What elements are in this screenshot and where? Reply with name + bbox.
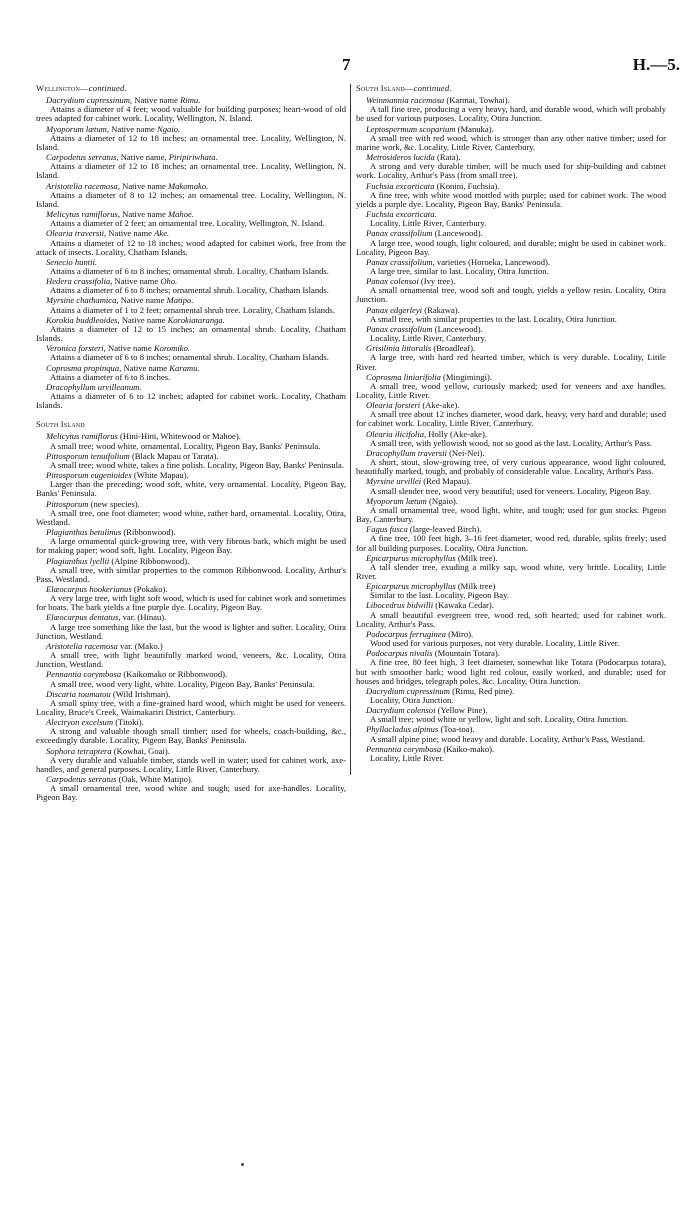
species-common-name: (new species). <box>88 498 140 509</box>
species-entry <box>356 153 666 180</box>
species-latin-name: Panax crassifolium <box>366 323 433 334</box>
species-entry <box>36 500 346 527</box>
species-latin-name: Epicarpurus microphyllus <box>366 552 456 563</box>
species-common-name: Native name <box>106 228 155 239</box>
species-common-name: Native name <box>132 95 181 106</box>
species-description: A small tree, wood very light, white. Locality, Pigeon Bay, Banks' Peninsula. <box>50 678 315 689</box>
species-entry <box>356 601 666 628</box>
species-native-name: Oho. <box>160 276 178 287</box>
species-common-name: (Toa-toa). <box>438 724 475 735</box>
species-common-name: (Lancewood). <box>432 323 483 334</box>
species-latin-name: Aristotelia racemosa <box>46 640 118 651</box>
species-latin-name: Metrosideros lucida <box>366 152 435 163</box>
species-latin-name: Pennantia corymbosa <box>46 669 122 680</box>
species-description: Attains a diameter of 12 to 18 inches; an ornamental tree. Locality, Wellington, N. Island. <box>36 161 346 181</box>
species-entry <box>36 642 346 669</box>
species-entry <box>356 344 666 371</box>
species-entry <box>36 432 346 450</box>
species-entry <box>356 373 666 400</box>
species-description: A small tree; wood white, ornamental. Locality, Pigeon Bay, Banks' Peninsula. <box>50 440 321 451</box>
species-native-name: Koromiko. <box>153 343 191 354</box>
species-entry <box>36 670 346 688</box>
right-column <box>356 84 666 764</box>
section-heading <box>36 84 346 93</box>
species-common-name: var. (Mako.) <box>117 640 163 651</box>
species-entry <box>36 557 346 584</box>
species-common-name: (Black Mapau or Tarata). <box>129 450 219 461</box>
species-entry <box>36 452 346 470</box>
section-heading-text: South Island <box>36 419 85 430</box>
species-entry <box>36 229 346 256</box>
species-description: A large tree, wood tough, light coloured, and durable; might be used in cabinet work. Locality, Pigeon Bay. <box>356 237 666 257</box>
species-description: A fine tree, 100 feet high, 3–16 feet diameter, wood red, durable, splits freely; used for all building purposes. Locality, Otira Junction. <box>356 533 666 553</box>
species-latin-name: Myrsine urvillei <box>366 476 422 487</box>
species-latin-name: Myoporum lætum <box>366 495 427 506</box>
species-common-name: (Mountain Totara). <box>432 648 500 659</box>
species-description: Similar to the last. Locality, Pigeon Bay. <box>370 590 509 601</box>
species-native-name: Piripiriwhata. <box>168 152 218 163</box>
species-description: A large tree something like the last, but the wood is lighter and softer. Locality, Otira Junction, Westland. <box>36 621 346 641</box>
species-description: Attains a diameter of 6 to 8 inches; ornamental shrub. Locality, Chatham Islands. <box>50 265 329 276</box>
species-latin-name: Elæocarpus hookerianus <box>46 583 132 594</box>
species-description: A short, stout, slow-growing tree, of very curious appearance, wood light coloured, beautifully marked, tough, and probably of considerable value. Locality, Arthur's Pass. <box>356 457 666 477</box>
species-common-name: Native name <box>120 180 168 191</box>
species-description: A small alpine pine; wood heavy and durable. Locality, Arthur's Pass, Westland. <box>370 733 645 744</box>
page-mark <box>241 1163 244 1166</box>
species-entry <box>36 775 346 802</box>
species-description: Attains a diameter of 6 to 8 inches. <box>50 371 171 382</box>
species-latin-name: Elæocarpus dentatus, <box>46 612 121 623</box>
species-latin-name: Grisilinia littoralis <box>366 343 432 354</box>
section-heading-suffix: continued. <box>413 83 452 93</box>
species-description: A strong and very durable timber, will be much used for ship-building and cabinet work. Locality, Arthur's Pass (from small tree). <box>356 161 666 181</box>
section-heading-text: Wellington <box>36 83 80 93</box>
species-latin-name: Dacrydium cupressinum, <box>46 95 133 106</box>
species-common-name: (Manuka). <box>455 123 494 134</box>
species-latin-name: Podocarpus ferruginea <box>366 628 446 639</box>
species-common-name: Native name <box>118 295 167 306</box>
species-latin-name: Coprosma liniarifolia <box>366 371 441 382</box>
species-latin-name: Carpodetus serratus <box>46 774 117 785</box>
species-native-name: Makomako. <box>167 180 209 191</box>
species-description: A fine tree, with white wood mottled with purple; used for cabinet work. The wood yields a purple dye. Locality, Pigeon Bay, Banks' Peninsula. <box>356 189 666 209</box>
species-entry <box>36 277 346 295</box>
page-number: 7 <box>342 55 351 74</box>
species-description: A small spiny tree, with a fine-grained hard wood, which might be used for veneers. Locality, Bruce's Creek, Waimakariri District, Canterbury. <box>36 697 346 717</box>
species-entry <box>36 344 346 362</box>
species-description: Wood used for various purposes, not very durable. Locality, Little River. <box>370 638 620 649</box>
species-latin-name: Alectryon excelsum <box>46 717 114 728</box>
species-description: A small slender tree, wood very beautiful; used for veneers. Locality, Pigeon Bay. <box>370 485 651 496</box>
species-entry <box>356 325 666 343</box>
species-common-name: (Mingimingi). <box>440 371 492 382</box>
section-heading-suffix: continued. <box>88 83 127 93</box>
species-description: A small tree; wood white or yellow, light and soft. Locality, Otira Junction. <box>370 714 629 725</box>
species-latin-name: Dracophyllum urvilleanum. <box>46 381 142 392</box>
species-entry <box>356 706 666 724</box>
species-description: A small tree, wood yellow, curiously marked; used for veneers and axe handles. Locality, Little River. <box>356 380 666 400</box>
species-latin-name: Pittosporum eugenioides <box>46 470 132 481</box>
species-latin-name: Panax crassifolium <box>366 228 433 239</box>
species-latin-name: Myoporum lætum, <box>46 123 110 134</box>
species-common-name: (Nei-Nei). <box>446 447 485 458</box>
species-entry <box>36 210 346 228</box>
species-latin-name: Panax edgerleyi <box>366 304 423 315</box>
species-description: Attains a diameter of 12 to 15 inches; an ornamental shrub. Locality, Chatham Islands. <box>36 323 346 344</box>
species-latin-name: Senecio huntii. <box>46 256 98 267</box>
species-native-name: Ngaio. <box>157 123 181 134</box>
section-heading <box>36 420 346 429</box>
species-description: A tall slender tree, exuding a milky sap, wood white, very brittle. Locality, Little River. <box>356 561 666 581</box>
species-common-name: (Titoki). <box>113 717 144 728</box>
section-heading <box>356 84 666 93</box>
species-entry <box>356 258 666 276</box>
species-entry <box>36 613 346 640</box>
species-native-name: Karamu. <box>169 362 200 373</box>
species-common-name: (Kowhai, Goai). <box>111 745 170 756</box>
species-description: A small tree, with yellowish wood, not so good as the last. Locality, Arthur's Pass. <box>370 437 652 448</box>
species-common-name: Native name <box>119 314 168 325</box>
species-common-name: (large-leaved Birch). <box>407 524 482 535</box>
species-description: Attains a diameter of 8 to 12 inches; an ornamental tree. Locality, Wellington, N. Island. <box>36 189 346 209</box>
species-common-name: Native name, <box>118 152 169 163</box>
species-common-name: var. (Hinau). <box>120 612 167 623</box>
species-description: Locality, Little River, Canterbury. <box>370 333 487 344</box>
species-entry <box>36 153 346 180</box>
species-description: Attains a diameter of 6 to 12 inches; adapted for cabinet work. Locality, Chatham Islands. <box>36 391 346 411</box>
species-entry <box>36 182 346 209</box>
species-common-name: (Broadleaf). <box>431 343 476 354</box>
species-entry <box>36 747 346 774</box>
section-heading-text: South Island <box>356 83 405 93</box>
species-common-name: (Kaiko-mako). <box>441 743 495 754</box>
species-common-name: (Miro). <box>445 628 474 639</box>
species-latin-name: Carpodetus serratus, <box>46 152 119 163</box>
species-latin-name: Discaria toumatou <box>46 688 111 699</box>
species-entry <box>356 401 666 428</box>
species-common-name: (White Mapau). <box>131 470 189 481</box>
species-latin-name: Veronica forsteri, <box>46 343 106 354</box>
species-description: Attains a diameter of 6 to 8 inches; ornamental shrub. Locality, Chatham Islands. <box>50 285 329 296</box>
species-latin-name: Libocedrus bidwilli <box>366 600 434 611</box>
species-common-name: (Pokako). <box>131 583 168 594</box>
species-entry <box>356 554 666 581</box>
species-description: A large tree, with hard red hearted timber, which is very durable. Locality, Little River. <box>356 352 666 372</box>
species-entry <box>356 497 666 524</box>
species-latin-name: Fuchsia excorticata. <box>366 209 437 220</box>
species-entry <box>36 383 346 410</box>
species-common-name: (Milk tree). <box>455 552 498 563</box>
species-latin-name: Melicytus ramiflorus <box>46 431 118 442</box>
species-description: A small ornamental tree, wood white and tough; used for axe-handles. Locality, Pigeon Bay. <box>36 783 346 803</box>
species-latin-name: Melicytus ramiflorus, <box>46 209 120 220</box>
species-entry <box>36 296 346 314</box>
species-entry <box>356 477 666 495</box>
species-entry <box>356 306 666 324</box>
species-latin-name: Plagianthus lyellii <box>46 555 110 566</box>
species-description: Attains a diameter of 6 to 8 inches; ornamental shrub. Locality, Chatham Islands. <box>50 352 329 363</box>
section-heading-dash: — <box>404 83 414 93</box>
species-latin-name: Plagianthus betulinus <box>46 527 122 538</box>
species-entry <box>356 210 666 228</box>
species-latin-name: Dracophyllum traversii <box>366 447 447 458</box>
species-common-name: (Hini-Hini, Whitewood or Mahoe). <box>117 431 241 442</box>
column-divider <box>350 84 351 775</box>
species-entry <box>356 745 666 763</box>
species-entry <box>356 649 666 686</box>
species-latin-name: Fuchsia excorticata <box>366 180 435 191</box>
species-entry <box>36 364 346 382</box>
species-latin-name: Coprosma propinqua, <box>46 362 122 373</box>
species-entry <box>356 687 666 705</box>
species-common-name: (Wild Irishman). <box>110 688 171 699</box>
species-description: A very durable and valuable timber, stands well in water; used for cabinet work, axe-handles, and general purposes. Locality, Little River, Canterbury. <box>36 754 346 774</box>
species-common-name: Native name <box>109 123 157 134</box>
species-entry <box>356 630 666 648</box>
species-common-name: (Yellow Pine). <box>435 705 488 716</box>
species-latin-name: Olearia traversii, <box>46 228 107 239</box>
species-entry <box>356 96 666 123</box>
species-entry <box>356 182 666 209</box>
species-common-name: (Ivy tree). <box>418 276 456 287</box>
species-latin-name: Panax crassifolium, <box>366 256 435 267</box>
species-description: Attains a diameter of 4 feet; wood valuable for building purposes; heart-wood of old trees adapted for cabinet work. Locality, Wellington, N. Island. <box>36 104 346 124</box>
species-common-name: (Rimu, Red pine). <box>449 685 515 696</box>
species-common-name: (Karmai, Towhai). <box>444 95 510 106</box>
species-entry <box>36 718 346 745</box>
species-common-name: (Lancewood). <box>432 228 483 239</box>
species-description: Attains a diameter of 1 to 2 feet; ornamental shrub tree. Locality, Chatham Islands. <box>50 304 335 315</box>
species-description: Locality, Little River. <box>370 752 444 763</box>
species-latin-name: Aristotelia racemosa, <box>46 180 120 191</box>
species-entry <box>36 585 346 612</box>
species-latin-name: Olearia forsteri <box>366 400 421 411</box>
species-common-name: Native name <box>112 276 161 287</box>
species-description: Attains a diameter of 12 to 18 inches; wood adapted for cabinet work, free from the attack of insects. Locality, Chatham Islands. <box>36 237 346 257</box>
species-description: A small ornamental tree, wood soft and tough, yields a yellow resin. Locality, Otira Junction. <box>356 285 666 305</box>
species-description: Larger than the preceding; wood soft, white, very ornamental. Locality, Pigeon Bay, Banks' Peninsula. <box>36 479 346 499</box>
species-common-name: (Kawaka Cedar). <box>433 600 494 611</box>
species-common-name: (Oak, White Matipo). <box>116 774 193 785</box>
species-latin-name: Podocarpus nivalis <box>366 648 433 659</box>
species-latin-name: Phyllocladus alpinus <box>366 724 439 735</box>
species-latin-name: Pittosporum tenuifolium <box>46 450 130 461</box>
species-entry <box>36 125 346 152</box>
species-description: A fine tree, 80 feet high, 3 feet diameter, somewhat like Totara (Podocarpus totara), but with smoother bark; wood light red colour, easily worked, and durable; used for houses and bridges, telegraph poles, &c. Locality, Otira Junction. <box>356 657 666 686</box>
species-latin-name: Pennantia corymbosa <box>366 743 442 754</box>
species-common-name: (Alpine Ribbonwood). <box>109 555 190 566</box>
species-description: A tall fine tree, producing a very heavy, hard, and durable wood, which will probably be used for various purposes. Locality, Otira Junction. <box>356 104 666 124</box>
species-description: A large ornamental quick-growing tree, with very fibrous bark, which might be used for making paper; wood soft, light. Locality, Pigeon Bay. <box>36 536 346 556</box>
species-description: Attains a diameter of 12 to 18 inches; an ornamental tree. Locality, Wellington, N. Island. <box>36 132 346 152</box>
species-entry <box>36 690 346 717</box>
species-entry <box>356 449 666 476</box>
species-latin-name: Fagus fusca <box>366 524 408 535</box>
species-common-name: varieties (Horoeka, Lancewood). <box>434 256 550 267</box>
species-common-name: (Ngaio). <box>426 495 458 506</box>
species-latin-name: Pittosporum <box>46 498 89 509</box>
species-description: Locality, Little River, Canterbury. <box>370 218 487 229</box>
species-entry <box>356 725 666 743</box>
section-heading-dash: — <box>80 83 89 93</box>
species-latin-name: Myrsine chathamica, <box>46 295 119 306</box>
species-description: A small tree with red wood, which is stronger than any other native timber; used for marine work, &c. Locality, Little River, Canterbury. <box>356 132 666 152</box>
species-description: A small tree, with similar properties to the common Ribbonwood. Locality, Arthur's Pass, Westland. <box>36 564 346 584</box>
species-common-name: (Milk tree) <box>455 581 496 592</box>
document-code: H.—5. <box>632 55 680 74</box>
species-common-name: (Ake-ake). <box>420 400 460 411</box>
species-entry <box>36 316 346 343</box>
species-latin-name: Epicarpurus microphyllus <box>366 581 456 592</box>
species-native-name: Matipo. <box>166 295 194 306</box>
species-entry <box>356 582 666 600</box>
species-entry <box>356 430 666 448</box>
species-entry <box>356 125 666 152</box>
species-common-name: (Rata). <box>434 152 461 163</box>
left-column <box>36 84 346 804</box>
species-common-name: Native name <box>105 343 154 354</box>
species-entry <box>36 96 346 123</box>
species-entry <box>356 229 666 256</box>
species-description: Attains a diameter of 2 feet; an ornamental tree. Locality, Wellington, N. Island. <box>50 218 325 229</box>
species-common-name: (Rakawa). <box>422 304 460 315</box>
species-latin-name: Leptospermum scoparium <box>366 123 456 134</box>
species-description: A small ornamental tree, wood light, white, and tough; used for gun stocks. Pigeon Bay, Canterbury. <box>356 504 666 525</box>
species-latin-name: Dacrydium colensoi <box>366 705 436 716</box>
species-common-name: (Konini, Fuchsia). <box>434 180 500 191</box>
species-entry <box>36 258 346 276</box>
species-description: A very large tree, with light soft wood, which is used for cabinet work and sometimes for boats. The bark yields a fine purple dye. Locality, Pigeon Bay. <box>36 593 346 613</box>
species-latin-name: Hedera crassifolia, <box>46 276 113 287</box>
species-description: A small tree about 12 inches diameter, wood dark, heavy, very hard and durable; used for cabinet work. Locality, Little River, Canterbury. <box>356 409 666 429</box>
species-native-name: Mahoe. <box>167 209 194 220</box>
species-latin-name: Panax colensoi <box>366 276 419 287</box>
species-common-name: Holly (Ake-ake). <box>426 428 488 439</box>
species-latin-name: Dacrydium cupressinum <box>366 685 450 696</box>
species-description: A small tree, with light beautifully marked wood, veneers, &c. Locality, Otira Junction, Westland. <box>36 650 346 670</box>
species-latin-name: Weinmannia racemosa <box>366 95 445 106</box>
species-common-name: (Ribbonwood). <box>121 527 176 538</box>
species-native-name: Rimu. <box>180 95 201 106</box>
species-entry <box>356 277 666 304</box>
species-entry <box>356 525 666 552</box>
species-description: A small tree, with similar properties to the last. Locality, Otira Junction. <box>370 313 617 324</box>
species-common-name: (Kaikomako or Ribbonwood). <box>121 669 228 680</box>
species-common-name: Native name <box>121 362 170 373</box>
species-native-name: Ake. <box>154 228 170 239</box>
species-entry <box>36 471 346 498</box>
species-entry <box>36 528 346 555</box>
species-native-name: Korokiataranga. <box>167 314 225 325</box>
species-description: A small tree; wood white, takes a fine polish. Locality, Pigeon Bay, Banks' Peninsula. <box>50 459 345 470</box>
species-description: A small beautiful evergreen tree, wood red, soft hearted; used for cabinet work. Locality, Arthur's Pass. <box>356 609 666 629</box>
species-description: Locality, Otira Junction. <box>370 695 454 705</box>
species-description: A large tree, similar to last. Locality, Otira Junction. <box>370 265 549 276</box>
species-common-name: (Red Mapau). <box>421 476 472 487</box>
species-latin-name: Sophora tetraptera <box>46 745 112 756</box>
species-latin-name: Olearia ilicifolia, <box>366 428 427 439</box>
species-latin-name: Korokia buddleoides, <box>46 314 120 325</box>
species-description: A small tree, one foot diameter; wood white, rather hard, ornamental. Locality, Otira, Westland. <box>36 507 346 527</box>
species-common-name: Native name <box>120 209 168 220</box>
species-description: A strong and valuable though small timber; used for wheels, coach-building, &c., exceedingly durable. Locality, Pigeon Bay, Banks' Peninsula. <box>36 726 346 746</box>
